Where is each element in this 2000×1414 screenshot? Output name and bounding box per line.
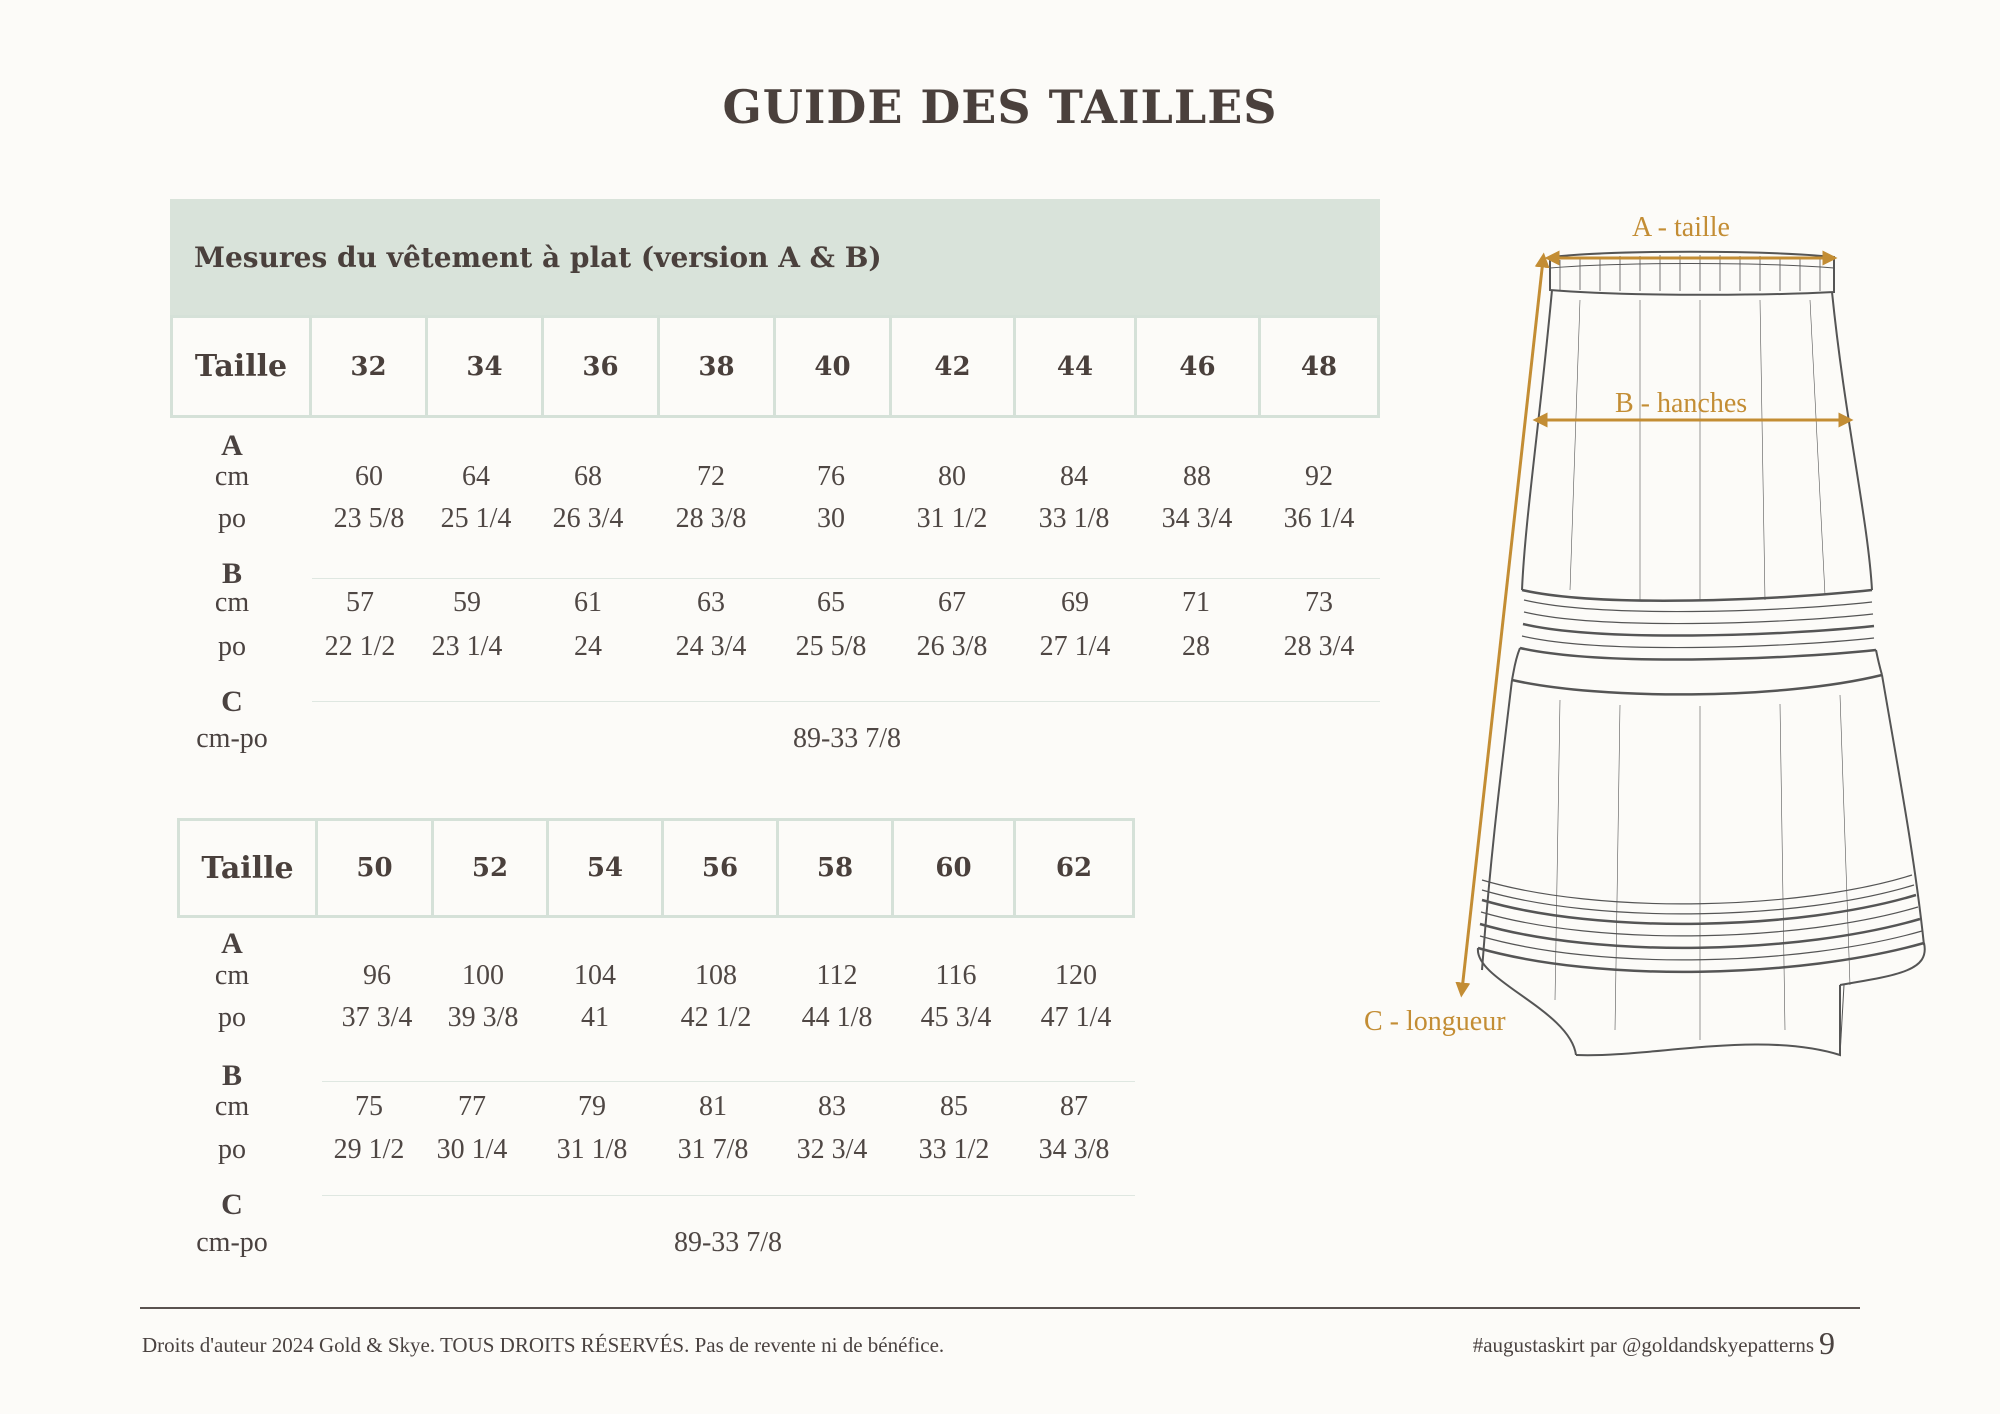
table-cell: 42 1/2 [680,1002,752,1033]
table-cell: 26 3/8 [916,631,988,662]
table-cell: 63 [697,587,725,618]
row-label-b: B [221,557,242,590]
table-banner: Mesures du vêtement à plat (version A & B) [170,199,1380,315]
table-cell: 108 [695,960,737,991]
size-header-label: Taille [177,821,315,915]
size-header-52: 52 [431,821,546,915]
size-header-row-1 [170,315,1380,418]
table-cell: 31 7/8 [677,1134,749,1165]
table-cell: 31 1/2 [916,503,988,534]
row-label-a: A [221,927,243,960]
label-b-hips: B - hanches [1615,388,1748,419]
table-cell: 44 1/8 [801,1002,873,1033]
row-label-a-po: po [218,1002,246,1033]
copyright-text: Droits d'auteur 2024 Gold & Skye. TOUS DROITS RÉSERVÉS. Pas de revente ni de bénéfice. [142,1333,945,1357]
size-header-58: 58 [776,821,891,915]
size-header-48: 48 [1258,318,1380,415]
table-cell: 88 [1183,461,1211,492]
table-cell: 60 [355,461,383,492]
table-cell: 47 1/4 [1040,1002,1112,1033]
length-value: 89-33 7/8 [673,1227,783,1258]
table-cell: 96 [363,960,391,991]
row-divider [312,578,1380,579]
table-cell: 112 [816,960,858,991]
row-label-c: C [221,1188,243,1221]
table-cell: 32 3/4 [796,1134,868,1165]
table-cell: 36 1/4 [1283,503,1355,534]
table-cell: 28 3/8 [675,503,747,534]
table-cell: 85 [940,1091,968,1122]
table-cell: 75 [355,1091,383,1122]
size-header-42: 42 [889,318,1013,415]
table-cell: 67 [938,587,966,618]
size-header-44: 44 [1013,318,1134,415]
table-cell: 28 [1182,631,1210,662]
table-cell: 79 [578,1091,606,1122]
table-cell: 28 3/4 [1283,631,1355,662]
table-cell: 27 1/4 [1039,631,1111,662]
table-cell: 83 [818,1091,846,1122]
row-label-b: B [221,1059,242,1092]
row-label-a: A [221,429,243,462]
size-header-row-2 [177,818,1135,918]
table-cell: 80 [938,461,966,492]
table-cell: 77 [458,1091,486,1122]
table-cell: 23 5/8 [333,503,405,534]
table-cell: 31 1/8 [556,1134,628,1165]
table-cell: 65 [817,587,845,618]
table-cell: 25 5/8 [795,631,867,662]
hashtag-text: #augustaskirt par @goldandskyepatterns [1472,1333,1814,1357]
table-cell: 72 [697,461,725,492]
size-header-46: 46 [1134,318,1258,415]
row-label-c-cmpo: cm-po [196,723,268,754]
table-cell: 30 1/4 [436,1134,508,1165]
table-cell: 71 [1182,587,1210,618]
table-cell: 39 3/8 [447,1002,519,1033]
table-cell: 29 1/2 [333,1134,405,1165]
row-divider [322,1195,1135,1196]
footer-divider [140,1307,1860,1309]
page-number: 9 [1819,1325,1835,1361]
row-label-b-cm: cm [214,587,250,618]
row-label-b-cm: cm [214,1091,250,1122]
table-cell: 41 [581,1002,609,1033]
row-label-a-po: po [218,503,246,534]
table-cell: 26 3/4 [552,503,624,534]
row-label-b-po: po [218,1134,246,1165]
table-cell: 57 [346,587,374,618]
table-cell: 100 [462,960,504,991]
row-label-c: C [221,685,243,718]
table-cell: 33 1/8 [1038,503,1110,534]
size-header-label: Taille [170,318,309,415]
skirt-drawing-icon [1400,200,1960,1080]
table-cell: 92 [1305,461,1333,492]
size-header-62: 62 [1013,821,1135,915]
table-cell: 84 [1060,461,1088,492]
table-cell: 24 [574,631,602,662]
table-cell: 23 1/4 [431,631,503,662]
size-header-40: 40 [773,318,889,415]
size-header-36: 36 [541,318,657,415]
table-cell: 81 [699,1091,727,1122]
row-label-b-po: po [218,631,246,662]
label-c-length: C - longueur [1364,1006,1506,1037]
size-header-56: 56 [661,821,776,915]
row-divider [322,1081,1135,1082]
size-header-54: 54 [546,821,661,915]
table-cell: 104 [574,960,616,991]
row-label-a-cm: cm [214,461,250,492]
size-header-50: 50 [315,821,431,915]
size-header-34: 34 [425,318,541,415]
table-cell: 24 3/4 [675,631,747,662]
page-title: GUIDE DES TAILLES [722,80,1278,134]
table-cell: 69 [1061,587,1089,618]
table-cell: 25 1/4 [440,503,512,534]
size-header-60: 60 [891,821,1013,915]
table-cell: 33 1/2 [918,1134,990,1165]
table-cell: 59 [453,587,481,618]
length-value: 89-33 7/8 [792,723,902,754]
table-cell: 22 1/2 [324,631,396,662]
table-cell: 76 [817,461,845,492]
row-label-a-cm: cm [214,960,250,991]
table-cell: 87 [1060,1091,1088,1122]
table-cell: 45 3/4 [920,1002,992,1033]
table-cell: 68 [574,461,602,492]
table-cell: 37 3/4 [341,1002,413,1033]
table-cell: 73 [1305,587,1333,618]
table-cell: 64 [462,461,490,492]
size-header-32: 32 [309,318,425,415]
row-divider [312,701,1380,702]
table-cell: 34 3/4 [1161,503,1233,534]
row-label-c-cmpo: cm-po [196,1227,268,1258]
label-a-waist: A - taille [1632,212,1730,243]
size-header-38: 38 [657,318,773,415]
table-cell: 34 3/8 [1038,1134,1110,1165]
table-cell: 61 [574,587,602,618]
table-cell: 30 [817,503,845,534]
table-cell: 120 [1055,960,1097,991]
table-cell: 116 [935,960,977,991]
